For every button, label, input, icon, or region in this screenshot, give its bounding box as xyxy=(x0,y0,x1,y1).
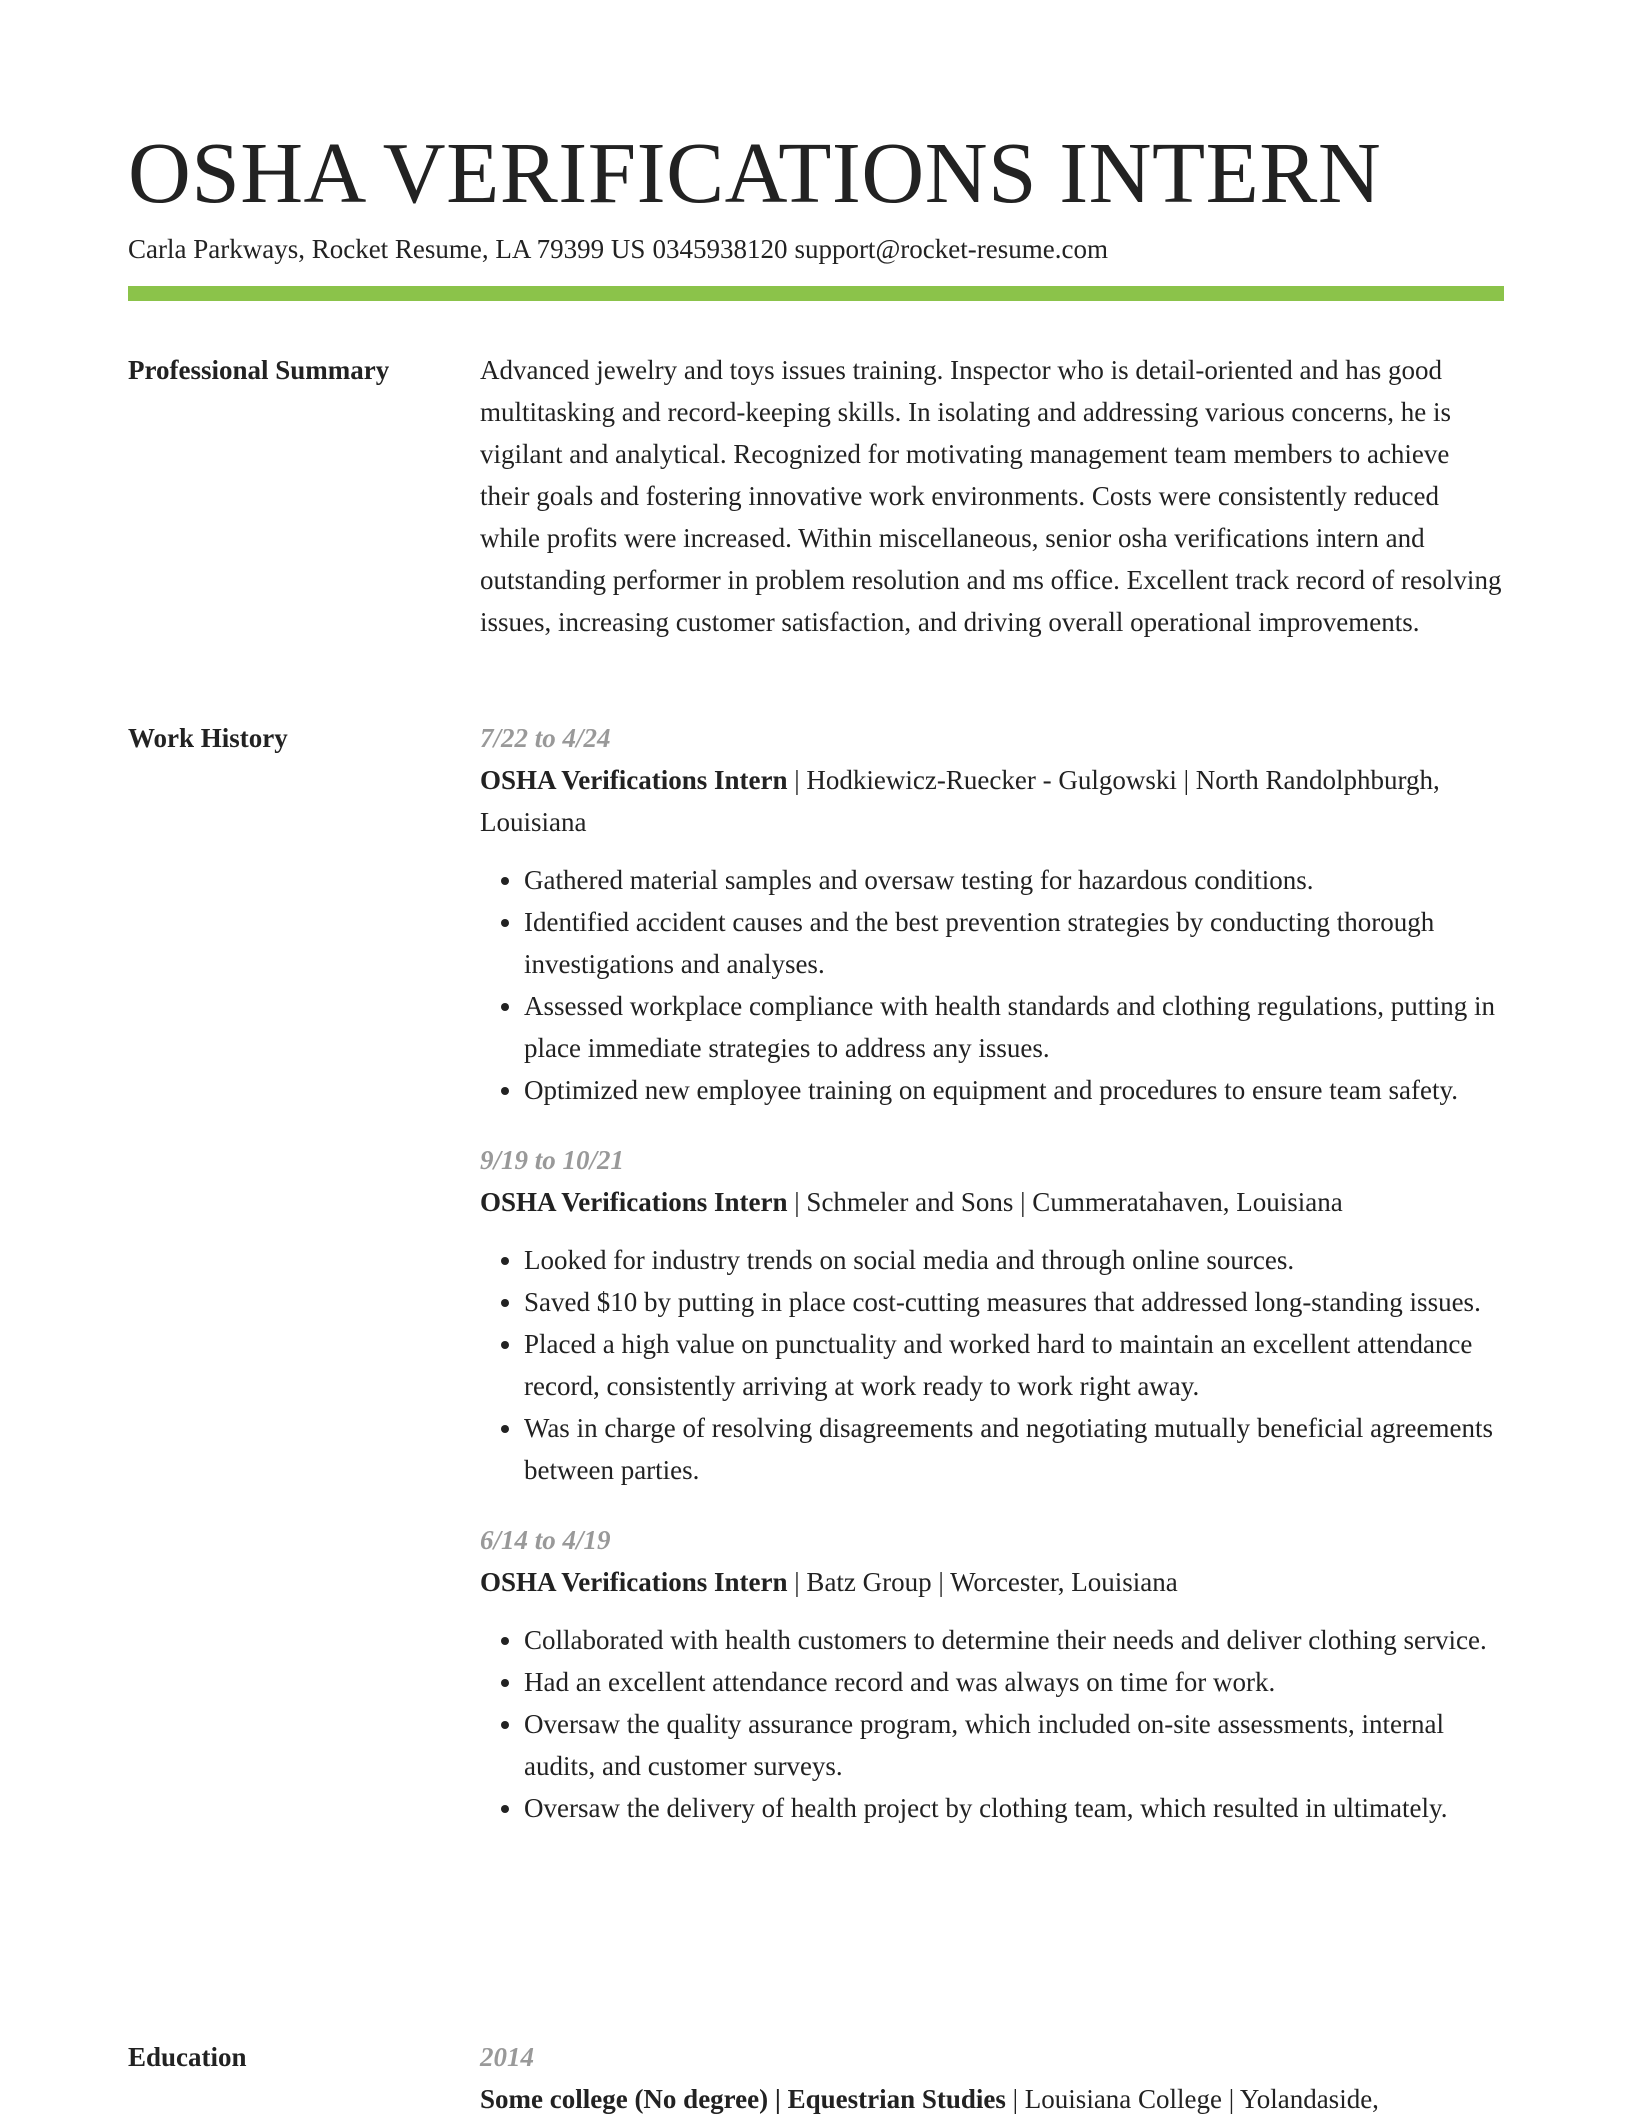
work-history-body xyxy=(480,717,1504,1857)
job-bullet: • Saved $10 by putting in place cost-cutting measures that addressed long-standing issues. xyxy=(524,1281,1504,1323)
contact-line xyxy=(128,231,1108,267)
education-degree: Some college (No degree) | Equestrian Studies xyxy=(480,2084,1006,2114)
job-bullet: • Oversaw the quality assurance program, which included on-site assessments, internal audits, and customer surveys. xyxy=(524,1703,1504,1787)
contact-email: support@rocket-resume.com xyxy=(794,234,1108,264)
education-details: | Louisiana College | Yolandaside, xyxy=(1005,2084,1379,2114)
summary-label: Professional Summary xyxy=(128,355,390,385)
job-bullet: • Was in charge of resolving disagreements and negotiating mutually beneficial agreements between parties. xyxy=(524,1407,1504,1491)
education-label: Education xyxy=(128,2042,247,2072)
job-bullets xyxy=(480,859,1504,1111)
resume-title: OSHA VERIFICATIONS INTERN xyxy=(128,124,1382,221)
job-bullet: • Gathered material samples and oversaw testing for hazardous conditions. xyxy=(524,859,1504,901)
job-bullet: • Identified accident causes and the best prevention strategies by conducting thorough investigations and analyses. xyxy=(524,901,1504,985)
job-details: | Batz Group | Worcester, Louisiana xyxy=(787,1567,1178,1597)
job-bullet: • Looked for industry trends on social media and through online sources. xyxy=(524,1239,1504,1281)
job-dates: 6/14 to 4/19 xyxy=(480,1525,611,1555)
header-divider xyxy=(128,286,1504,301)
job-heading xyxy=(480,1561,1504,1603)
job-bullets xyxy=(480,1619,1504,1829)
education-year: 2014 xyxy=(480,2042,534,2072)
education-heading xyxy=(480,2078,1504,2120)
job-role: OSHA Verifications Intern xyxy=(480,1187,788,1217)
job-details: | Hodkiewicz-Ruecker - Gulgowski | North Randolphburgh, Louisiana xyxy=(480,765,1440,837)
job-role: OSHA Verifications Intern xyxy=(480,1567,788,1597)
job-bullet: • Collaborated with health customers to determine their needs and deliver clothing service. xyxy=(524,1619,1504,1661)
job-entry xyxy=(480,1519,1504,1829)
job-heading xyxy=(480,1181,1504,1223)
education-body xyxy=(480,2036,1504,2120)
job-bullet: • Oversaw the delivery of health project by clothing team, which resulted in ultimately. xyxy=(524,1787,1504,1829)
job-bullet: • Assessed workplace compliance with health standards and clothing regulations, putting in place immediate strategies to address any issues. xyxy=(524,985,1504,1069)
job-role: OSHA Verifications Intern xyxy=(480,765,788,795)
job-entry xyxy=(480,1139,1504,1491)
summary-body xyxy=(480,349,1504,643)
job-bullet: • Had an excellent attendance record and was always on time for work. xyxy=(524,1661,1504,1703)
job-details: | Schmeler and Sons | Cummeratahaven, Louisiana xyxy=(787,1187,1343,1217)
job-bullet: • Placed a high value on punctuality and worked hard to maintain an excellent attendance record, consistently arriving at work ready to work right away. xyxy=(524,1323,1504,1407)
summary-text: Advanced jewelry and toys issues training. Inspector who is detail-oriented and has good multitasking and record-keeping skills. In isolating and addressing various concerns, he is vigilant and analytical. Recognized for motivating management team members to achieve their goals and fostering innovative work environments. Costs were consistently reduced while profits were increased. Within miscellaneous, senior osha verifications intern and outstanding performer in problem resolution and ms office. Excellent track record of resolving issues, increasing customer satisfaction, and driving overall operational improvements. xyxy=(480,355,1502,637)
contact-address: Carla Parkways, Rocket Resume, LA 79399 US xyxy=(128,234,646,264)
contact-phone: 0345938120 xyxy=(652,234,788,264)
job-bullet: • Optimized new employee training on equipment and procedures to ensure team safety. xyxy=(524,1069,1504,1111)
job-dates: 7/22 to 4/24 xyxy=(480,723,611,753)
work-history-label: Work History xyxy=(128,723,288,753)
job-bullets xyxy=(480,1239,1504,1491)
job-dates: 9/19 to 10/21 xyxy=(480,1145,625,1175)
job-entry xyxy=(480,717,1504,1111)
job-heading xyxy=(480,759,1504,843)
